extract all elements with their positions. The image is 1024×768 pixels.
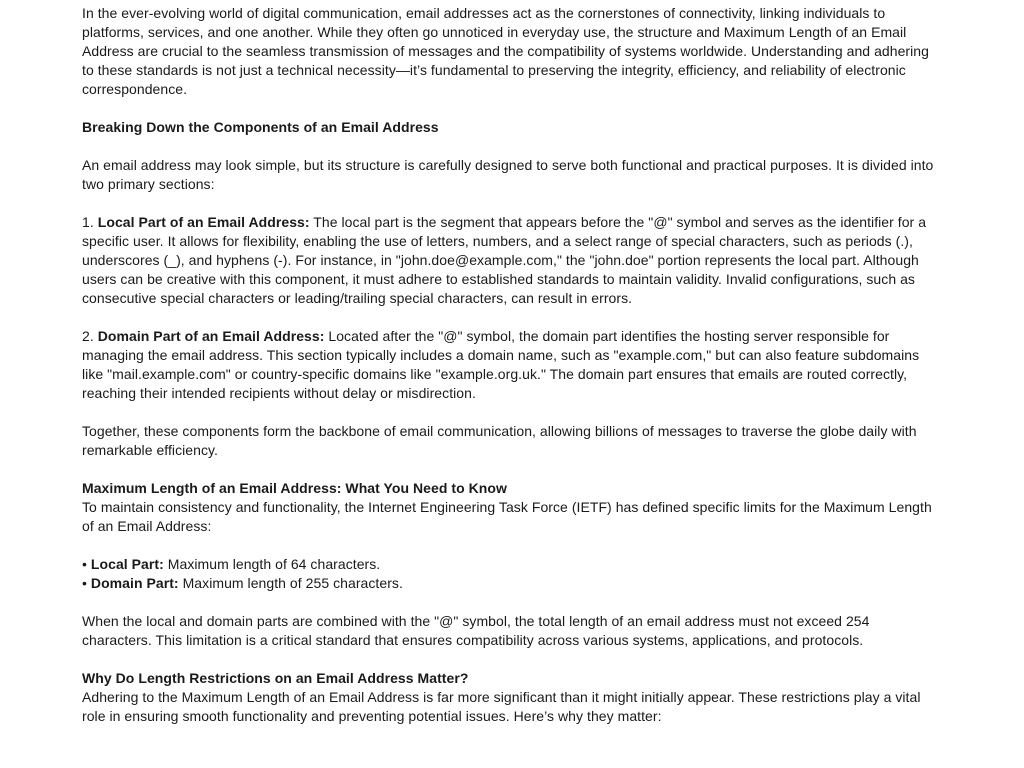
limit-item-local (82, 555, 942, 574)
limit-text-domain: Maximum length of 255 characters. (182, 575, 403, 591)
max-length-heading-text: Maximum Length of an Email Address: What You Need to Know (82, 480, 507, 496)
limit-item-domain (82, 574, 942, 593)
bullet: • (82, 556, 87, 572)
bullet: • (82, 575, 87, 591)
components-summary-paragraph: Together, these components form the backbone of email communication, allowing billions of messages to traverse the globe daily with remarkable efficiency. (82, 423, 917, 458)
components-heading-text: Breaking Down the Components of an Email Address (82, 119, 439, 135)
local-part-text: The local part is the segment that appears before the "@" symbol and serves as the identifier for a specific user. It allows for flexibility, enabling the use of letters, numbers, and a select range of special characters, such as periods (.), underscores (_), and hyphens (-). For instance, in "john.doe@example.com," the "john.doe" portion represents the local part. Although users can be creative with this component, it must adhere to established standards to maintain validity. Invalid configurations, such as consecutive special characters or leading/trailing special characters, can result in errors. (82, 214, 927, 306)
local-part-paragraph (82, 213, 942, 308)
domain-part-paragraph (82, 327, 942, 403)
intro-paragraph: In the ever-evolving world of digital communication, email addresses act as the cornerstones of connectivity, linking individuals to platforms, services, and one another. While they often go unnoticed in everyday use, the structure and Maximum Length of an Email Address are crucial to the seamless transmission of messages and the compatibility of systems worldwide. Understanding and adhering to these standards is not just a technical necessity—it’s fundamental to preserving the integrity, efficiency, and reliability of electronic correspondence. (82, 5, 929, 97)
limit-text-local: Maximum length of 64 characters. (167, 556, 381, 572)
components-heading (82, 118, 942, 137)
article-body (82, 4, 942, 726)
why-heading-text: Why Do Length Restrictions on an Email Address Matter? (82, 670, 469, 686)
max-length-intro-paragraph: To maintain consistency and functionality, the Internet Engineering Task Force (IETF) has defined specific limits for the Maximum Length of an Email Address: (82, 499, 932, 534)
components-intro-paragraph: An email address may look simple, but its structure is carefully designed to serve both functional and practical purposes. It is divided into two primary sections: (82, 157, 934, 192)
local-part-number: 1. (82, 214, 94, 230)
domain-part-label: Domain Part of an Email Address: (97, 328, 325, 344)
why-intro-paragraph: Adhering to the Maximum Length of an Email Address is far more significant than it might initially appear. These restrictions play a vital role in ensuring smooth functionality and preventing potential issues. Here’s why they matter: (82, 689, 921, 724)
total-limit-paragraph: When the local and domain parts are combined with the "@" symbol, the total length of an email address must not exceed 254 characters. This limitation is a critical standard that ensures compatibility across various systems, applications, and protocols. (82, 613, 870, 648)
why-heading (82, 669, 942, 688)
max-length-heading (82, 479, 942, 498)
limit-label-domain: Domain Part: (90, 575, 179, 591)
domain-part-text: Located after the "@" symbol, the domain part identifies the hosting server responsible for managing the email address. This section typically includes a domain name, such as "example.com," but can also feature subdomains like "mail.example.com" or country-specific domains like "example.org.uk." The domain part ensures that emails are routed correctly, reaching their intended recipients without delay or misdirection. (82, 328, 920, 401)
limit-label-local: Local Part: (90, 556, 164, 572)
local-part-label: Local Part of an Email Address: (97, 214, 310, 230)
domain-part-number: 2. (82, 328, 94, 344)
